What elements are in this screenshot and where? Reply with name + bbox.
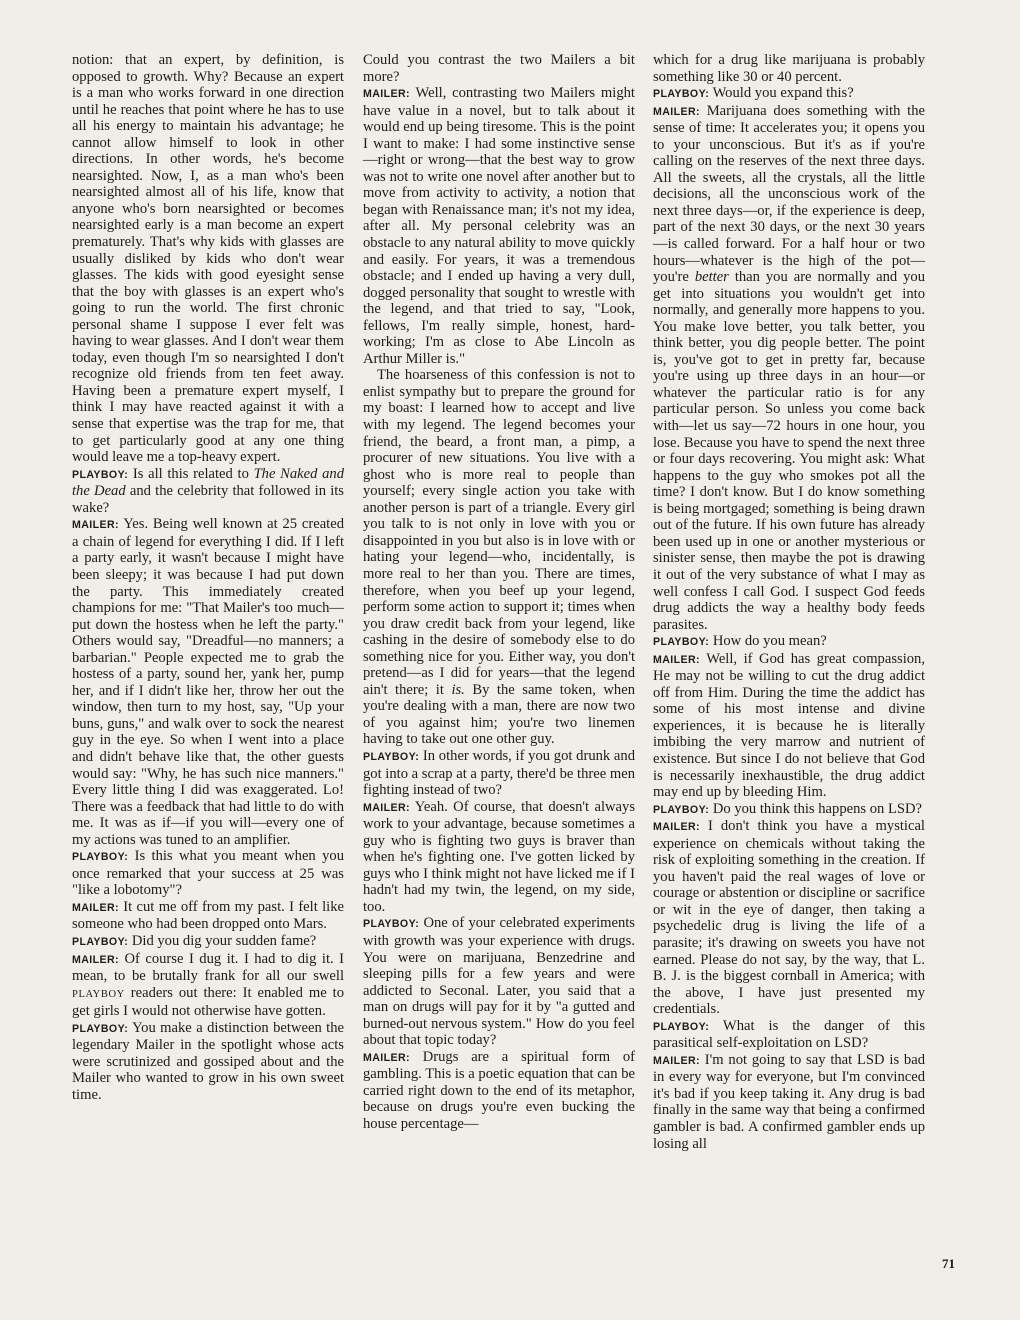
interview-turn: PLAYBOY: Did you dig your sudden fame? <box>72 932 317 949</box>
speaker-label: MAILER: <box>653 105 700 118</box>
speaker-label: PLAYBOY: <box>653 636 710 649</box>
paragraph: The hoarseness of this confession is not to enlist sympathy but to prepare the ground for my boast: I learned how to accept and live with my legend. The legend becomes your friend, the beard, a front man, a pimp, a procurer of new situations. You live with a ghost who is more real to people than yourself; every single action you take with another person is part of a triangle. Every girl you talk to is not only in love with you or disappointed in you but also is in love with or hating your legend—who, incidentally, is more real to her than you. There are times, therefore, when you beef up your legend, perform some action to support it; times when you draw credit back from your legend, like cashing in the desire of somebody else to do something nice for you. Either way, you don't pretend—as I did for years—that the legend ain't there; it is. By the same token, when you're dealing with a man, there are now two of you against him; you're two linemen having to take out one other guy. <box>363 367 635 748</box>
interview-turn: PLAYBOY: You make a distinction between the legendary Mailer in the spotlight whose acts were scrutinized and gossiped about and the Mailer who wanted to grow in his own sweet time. <box>72 1019 345 1103</box>
page-number: 71 <box>942 1256 955 1271</box>
speaker-label: PLAYBOY: <box>653 803 710 816</box>
speaker-label: PLAYBOY: <box>363 918 420 931</box>
interview-turn: PLAYBOY: Is all this related to The Naked and the Dead and the celebrity that followed in its wake? <box>72 465 344 516</box>
interview-turn: PLAYBOY: Is this what you meant when you once remarked that your success at 25 was "like a lobotomy"? <box>72 848 344 899</box>
speaker-label: MAILER: <box>72 519 119 532</box>
speaker-label: PLAYBOY: <box>72 935 129 948</box>
speaker-label: MAILER: <box>72 953 119 966</box>
emphasis: better <box>694 269 729 286</box>
interview-turn: MAILER: I don't think you have a mystical experience on chemicals without taking the risk of exploiting something in the creation. If you haven't paid the real wages of love or courage or abstention or discipline or sacrifice or wit in the eye of danger, then taking a psychedelic drug is living the life of a parasite; it's drawing on sweets you have not earned. Please do not say, by the way, that L. B. J. is the biggest cornball in America; with the above, I have just presented my credentials. <box>653 818 925 1018</box>
speaker-label: PLAYBOY: <box>363 750 420 763</box>
speaker-label: PLAYBOY: <box>72 851 129 864</box>
paragraph: notion: that an expert, by definition, is opposed to growth. Why? Because an expert is a man who works forward in one direction until he reaches that point where he has to use all his energy to maintain his advantage; he cannot allow himself to look in other directions. In other words, he's become nearsighted. Now, I, as a man who's been nearsighted almost all of his life, know that anyone who's born nearsighted or becomes nearsighted early is a man become an expert prematurely. That's why kids with glasses are usually disliked by kids who don't wear glasses. The kids with good eyesight sense that the boy with glasses is an expert who's going to run the world. The first chronic personal shame I suppose I ever felt was having to wear glasses. And I don't wear them today, even though I'm so nearsighted I don't recognize old friends from ten feet away. Having been a premature expert myself, I think I may have reacted against it with a sense that expertise was the trap for me, that to get particularly good at any one thing would leave me a top-heavy expert. <box>72 52 344 466</box>
speaker-label: MAILER: <box>653 1054 700 1067</box>
book-title: The Naked and the Dead <box>72 465 344 500</box>
paragraph: Could you contrast the two Mailers a bit more? <box>363 52 635 85</box>
interview-turn: PLAYBOY: Would you expand this? <box>653 85 854 102</box>
interview-turn: MAILER: Marijuana does something with the sense of time: It accelerates you; it opens you to your unconscious. But it's as if you're calling on the reserves of the next three days. All the sweets, all the crystals, all the little decisions, all the unconscious work of the next three days—or, if the experience is deep, part of the next 30 days, or the next 30 years—is called forward. For a half hour or two hours—whatever is the high of the pot—you're better than you are normally and you get into situations you wouldn't get into normally, and generally more happens to you. You make love better, you talk better, you think better, you dig people better. The point is, you've got to get in pretty far, because you're using up three days in an hour—or whatever the particular ratio is for any particular person. So unless you come back with—let us say—72 hours in one hour, you lose. Because you have to spend the next three or four days recovering. You might ask: What happens to the guy who smokes pot all the time? I don't know. But I do know something is being mortgaged; something is being drawn out of the future. If his own future has already been used up in one or another mysterious or sinister sense, then maybe the pot is drawing it out of the very substance of what I may as well confess I call God. I suspect God feeds drug addicts the way a healthy body feeds parasites. <box>653 102 925 633</box>
emphasis: is. <box>451 681 465 698</box>
interview-turn: PLAYBOY: How do you mean? <box>653 633 827 650</box>
interview-turn: MAILER: Yeah. Of course, that doesn't always work to your advantage, because sometimes a guy who is fighting two guys is braver than when he's fighting one. I've gotten licked by guys who I think might not have licked me if I hadn't had my twin, the legend, on my side, too. <box>363 798 636 915</box>
speaker-label: MAILER: <box>653 653 700 666</box>
interview-turn: MAILER: Well, contrasting two Mailers might have value in a novel, but to talk about it would end up being tiresome. This is the point I want to make: I had some instinctive sense—right or wrong—that the best way to grow was not to write one novel after another but to move from activity to activity, a notion that began with Renaissance man; it's not my idea, after all. My personal celebrity was an obstacle to any natural ability to move quickly and easily. For years, it was a tremendous obstacle; and I ended up having a very dull, dogged personality that sought to wrestle with the legend, and that tried to say, "Look, fellows, I'm really simple, honest, hard-working; I'm as close to Abe Lincoln as Arthur Miller is." <box>363 85 635 367</box>
interview-turn: MAILER: Well, if God has great compassion, He may not be willing to cut the drug addict off from Him. During the time the addict has some of his most intense and divine experiences, it is because he is literally imbibing the very marrow and nutrient of existence. But since I do not believe that God is necessarily inexhaustible, the drug addict may end up by bleeding Him. <box>653 650 925 801</box>
text-column-2 <box>363 52 635 1133</box>
interview-turn: MAILER: Of course I dug it. I had to dig it. I mean, to be brutally frank for all our swell PLAYBOY readers out there: It enabled me to get girls I would not otherwise have gotten. <box>72 950 345 1020</box>
interview-turn: PLAYBOY: One of your celebrated experiments with growth was your experience with drugs. You were on marijuana, Benzedrine and sleeping pills for a few years and were addicted to Seconal. Later, you said that a man on drugs will pay for it by "a gutted and burned-out nervous system." How do you feel about that topic today? <box>363 915 635 1049</box>
speaker-label: MAILER: <box>653 821 700 834</box>
speaker-label: MAILER: <box>363 1051 410 1064</box>
interview-turn: PLAYBOY: In other words, if you got drunk and got into a scrap at a party, there'd be three men fighting instead of two? <box>363 747 636 799</box>
text-column-1 <box>72 52 344 1103</box>
speaker-label: MAILER: <box>72 901 119 914</box>
interview-turn: MAILER: It cut me off from my past. I felt like someone who had been dropped onto Mars. <box>72 898 344 933</box>
paragraph: which for a drug like marijuana is probably something like 30 or 40 percent. <box>653 52 925 85</box>
interview-turn: MAILER: Yes. Being well known at 25 created a chain of legend for everything I did. If I left a party early, it wasn't because I might have been sleepy; it was because I had put down the party. This immediately created champions for me: "That Mailer's too much—put down the hostess when he left the party." Others would say, "Dreadful—no manners; a barbarian." People expected me to grab the hostess of a party, sound her, yank her, pump her, and if I didn't like her, throw her out the window, then turn to my host, say, "Up your buns, guns," and walk over to sock the nearest guy in the eye. So when I went into a place and didn't behave like that, the other guests would say: "Why, he has such nice manners." Every little thing I did was exaggerated. Lo! There was a feedback that had little to do with me. It was as if—if you will—every one of my actions was tuned to an amplifier. <box>72 516 344 848</box>
interview-turn: MAILER: Drugs are a spiritual form of gambling. This is a poetic equation that can be carried right down to the end of its metaphor, because on drugs you're even bucking the house percentage— <box>363 1048 635 1132</box>
speaker-label: PLAYBOY: <box>72 1022 129 1035</box>
speaker-label: MAILER: <box>363 88 410 101</box>
speaker-label: MAILER: <box>363 801 410 814</box>
speaker-label: PLAYBOY: <box>653 88 710 101</box>
magazine-name: PLAYBOY <box>72 988 125 1000</box>
speaker-label: PLAYBOY: <box>72 468 129 481</box>
text-column-3 <box>653 52 925 1152</box>
interview-turn: MAILER: I'm not going to say that LSD is bad in every way for everyone, but I'm convinced it's bad if you keep taking it. Any drug is bad finally in the same way that being a confirmed gambler is bad. A confirmed gambler ends up losing all <box>653 1051 925 1152</box>
speaker-label: PLAYBOY: <box>653 1020 710 1033</box>
interview-turn: PLAYBOY: Do you think this happens on LSD? <box>653 800 923 817</box>
interview-turn: PLAYBOY: What is the danger of this parasitical self-exploitation on LSD? <box>653 1017 925 1052</box>
